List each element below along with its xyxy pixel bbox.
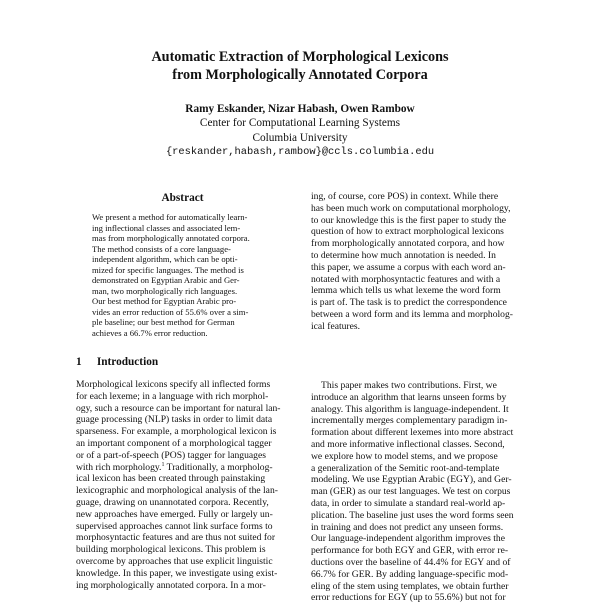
- text-line: from morphologically annotated corpora, and how: [311, 238, 505, 250]
- text-line: building morphological lexicons. This problem is: [76, 544, 266, 556]
- text-line: vides an error reduction of 55.6% over a sim-: [92, 306, 249, 317]
- text-line: We present a method for automatically learn-: [92, 212, 248, 222]
- text-line: overcome by approaches that use explicit linguistic: [76, 555, 273, 567]
- text-line: analogy. This algorithm is language-independent. It: [311, 403, 509, 415]
- text-line: man (GER) as our test languages. We test on corpus: [311, 486, 511, 498]
- abstract-heading: Abstract: [161, 192, 204, 204]
- text-line: a generalization of the Semitic root-and-template: [311, 462, 500, 474]
- section-title: Introduction: [96, 356, 159, 368]
- text-line: [76, 462, 302, 474]
- text-line: data, in order to simulate a standard real-world ap-: [311, 497, 506, 509]
- intro-left-column: [76, 379, 302, 591]
- text-line: ductions over the baseline of 44.4% for EGY and of: [311, 556, 511, 568]
- text-line: man, two morphologically rich languages.: [92, 285, 238, 296]
- text-line: achieves a 66.7% error reduction.: [92, 327, 208, 338]
- author-names: Ramy Eskander, Nizar Habash, Owen Rambow: [185, 103, 415, 115]
- text-line: or of a part-of-speech (POS) tagger for languages: [76, 449, 266, 461]
- text-line: error reductions for EGY (up to 55.6%) but not for: [311, 592, 506, 604]
- text-line: question of how to extract morphological lexicons: [311, 226, 504, 238]
- text-line: sparseness. For example, a morphological lexicon is: [76, 426, 277, 438]
- text-fragment: Traditionally, a morpholog-: [164, 461, 273, 473]
- text-line: plication. The baseline just uses the word forms seen: [311, 509, 514, 521]
- text-line: lemma which tells us what lexeme the word form: [311, 285, 501, 297]
- text-line: independent algorithm, which can be opti-: [92, 254, 238, 264]
- text-line: supervised approaches cannot link surface forms to: [76, 520, 273, 532]
- intro-right-column-para-1: [311, 191, 539, 333]
- affiliation: Center for Computational Learning Systems: [199, 117, 401, 130]
- text-line: for each lexeme; in a language with rich morphol-: [76, 390, 269, 402]
- intro-right-column-para-2: [311, 380, 539, 604]
- text-line: eling of the stem using templates, we obtain further: [311, 580, 509, 592]
- text-line: to our knowledge this is the first paper to study the: [311, 214, 507, 226]
- text-line: This paper makes two contributions. First, we: [321, 380, 497, 391]
- text-line: incrementally merges complementary paradigm in-: [311, 415, 508, 427]
- text-line: demonstrated on Egyptian Arabic and Ger-: [92, 275, 240, 285]
- text-line: and more informative inflectional classes. Second,: [311, 438, 505, 450]
- text-line: lexicographic and morphological analysis of the lan-: [76, 485, 278, 497]
- text-line: guage, drawing on unannotated corpora. Recently,: [76, 496, 269, 508]
- text-line: formation about different lexemes into more abstract: [311, 427, 514, 439]
- text-line: ical features.: [311, 320, 361, 332]
- text-line: in training and does not predict any unseen forms.: [311, 521, 504, 533]
- text-line: ple baseline; our best method for German: [92, 317, 235, 327]
- text-line: ing inflectional classes and associated lem-: [92, 222, 241, 233]
- footnote-mark[interactable]: 1: [161, 461, 165, 468]
- text-line: notated with morphosyntactic features and with a: [311, 273, 501, 285]
- text-line: mas from morphologically annotated corpora.: [92, 233, 250, 243]
- text-line: The method consists of a core language-: [92, 243, 231, 254]
- text-line: ogy, such a resource can be important for natural lan-: [76, 402, 281, 414]
- text-line: between a word form and its lemma and morpholog-: [311, 308, 513, 320]
- abstract-body: [92, 212, 275, 338]
- text-line: Morphological lexicons specify all inflected forms: [76, 379, 271, 390]
- text-line: we explore how to model stems, and we propose: [311, 450, 498, 462]
- text-line: mized for specific languages. The method is: [92, 264, 244, 275]
- author-block: [0, 102, 600, 159]
- text-line: ical lexicon has been created through painstaking: [76, 473, 266, 485]
- text-line: new approaches have emerged. Fully or largely un-: [76, 508, 273, 520]
- text-line: Our language-independent algorithm improves the: [311, 533, 505, 545]
- text-line: knowledge. In this paper, we investigate using exist-: [76, 567, 278, 579]
- section-number: 1: [76, 356, 82, 368]
- title-line-2: from Morphologically Annotated Corpora: [172, 67, 428, 83]
- text-line: guage processing (NLP) tasks in order to limit data: [76, 414, 273, 426]
- text-line: this paper, we assume a corpus with each word an-: [311, 261, 506, 273]
- text-line: ing morphologically annotated corpora. In a mor-: [76, 579, 266, 591]
- text-line: to determine how much annotation is needed. In: [311, 249, 496, 261]
- paper-title: [0, 48, 600, 84]
- title-line-1: Automatic Extraction of Morphological Lexicons: [151, 49, 449, 65]
- university: Columbia University: [252, 131, 348, 144]
- text-line: 66.7% for GER. By adding language-specific mod-: [311, 568, 509, 580]
- text-line: ing, of course, core POS) in context. While there: [311, 191, 499, 202]
- text-line: morphosyntactic features and are thus not suited for: [76, 532, 276, 544]
- text-line: an important component of a morphological tagger: [76, 437, 272, 449]
- text-line: modeling. We use Egyptian Arabic (EGY), and Ger-: [311, 474, 512, 486]
- text-line: performance for both EGY and GER, with error re-: [311, 545, 509, 557]
- section-heading-introduction: [76, 356, 316, 368]
- text-line: has been much work on computational morphology,: [311, 202, 511, 214]
- author-email: {reskander,habash,rambow}@ccls.columbia.edu: [165, 145, 435, 158]
- text-fragment: with rich morphology.: [76, 461, 162, 473]
- text-line: Our best method for Egyptian Arabic pro-: [92, 296, 237, 306]
- text-line: introduce an algorithm that learns unseen forms by: [311, 391, 507, 403]
- text-line: is part of. The task is to predict the correspondence: [311, 297, 507, 309]
